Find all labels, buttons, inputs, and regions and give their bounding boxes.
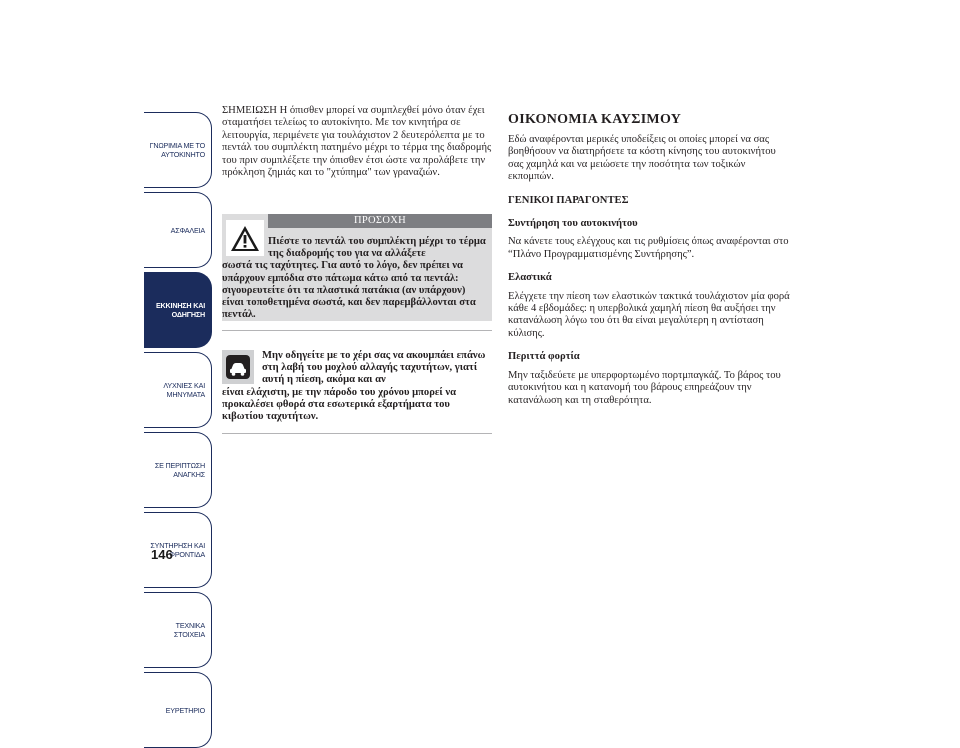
divider (222, 433, 492, 434)
loads-body: Μην ταξιδεύετε με υπερφορτωμένο πορτμπαγκάζ. Το βάρος του αυτοκινήτου και η κατανομή του βάρους επηρεάζουν την κατανάλωση και τη σταθερότητα. (508, 369, 781, 406)
section-title: ΟΙΚΟΝΟΜΙΑ ΚΑΥΣΙΜΟΥ (508, 112, 682, 127)
tab-label: ΣΥΝΤΗΡΗΣΗ ΚΑΙ ΦΡΟΝΤΙΔΑ (150, 541, 205, 559)
tab-label: ΕΥΡΕΤΗΡΙΟ (165, 705, 205, 715)
tab-label: ΣΕ ΠΕΡΙΠΤΩΣΗ ΑΝΑΓΚΗΣ (154, 461, 205, 479)
car-gearbox-icon (222, 350, 254, 384)
tab-safety[interactable] (144, 192, 212, 268)
note-paragraph: ΣΗΜΕΙΩΣΗ Η όπισθεν μπορεί να συμπλεχθεί μόνο όταν έχει σταματήσει τελείως το αυτοκίνητο. Με τον κινητήρα σε λειτουργία, περιμένετε για τουλάχιστον 2 δευτερόλεπτα με το πεντάλ του συμπλέκτη πατημένο μέχρι το τέρμα της διαδρομής του πριν συμπλέξετε την όπισθεν έτσι ώστε να προλάβετε την πρόκληση ζημιάς και το "χτύπημα" των γραναζιών. (222, 105, 492, 179)
tab-emergency[interactable] (144, 432, 212, 508)
tab-getting-to-know[interactable] (144, 112, 212, 188)
fuel-economy-section (508, 112, 790, 407)
gear-lever-info (222, 350, 494, 423)
page-number: 146 (151, 547, 173, 562)
tab-technical-data[interactable] (144, 592, 212, 668)
tyres-heading: Ελαστικά (508, 272, 552, 284)
tab-label: ΤΕΧΝΙΚΑ ΣΤΟΙΧΕΙΑ (173, 621, 205, 639)
tyres-body: Ελέγχετε την πίεση των ελαστικών τακτικά τουλάχιστον μία φορά κάθε 4 εβδομάδες: η υπερβολικά χαμηλή πίεση θα αυξήσει την κατανάλωση λόγω του ότι θα είναι μεγαλύτερη η αντίσταση κύλισης. (508, 290, 790, 339)
warning-text-rest: σωστά τις ταχύτητες. Για αυτό το λόγο, δεν πρέπει να υπάρχουν εμπόδια στο πάτωμα κάτω από τα πεντάλ: σιγουρευτείτε ότι τα πλαστικά πατάκια (αν υπάρχουν) είναι τοποθετημένα σωστά, και δεν παρεμβάλλονται στα πεντάλ. (222, 260, 476, 321)
general-factors-heading: ΓΕΝΙΚΟΙ ΠΑΡΑΓΟΝΤΕΣ (508, 194, 629, 206)
warning-text (222, 236, 488, 321)
loads-heading: Περιττά φορτία (508, 351, 580, 363)
maintenance-body: Να κάνετε τους ελέγχους και τις ρυθμίσεις όπως αναφέρονται στο “Πλάνο Προγραμματισμένης Συντήρησης”. (508, 236, 789, 260)
warning-text-indented: Πιέστε το πεντάλ του συμπλέκτη μέχρι το τέρμα της διαδρομής του για να αλλάξετε (268, 236, 486, 260)
divider (222, 330, 492, 331)
tab-starting-driving[interactable] (144, 272, 212, 348)
info-text-rest: είναι ελάχιστη, με την πάροδο του χρόνου μπορεί να προκαλέσει φθορά στα εσωτερικά εξαρτήματα του κιβωτίου ταχυτήτων. (222, 386, 456, 423)
maintenance-heading: Συντήρηση του αυτοκινήτου (508, 218, 638, 230)
info-text-indented: Μην οδηγείτε με το χέρι σας να ακουμπάει επάνω στη λαβή του μοχλού αλλαγής ταχυτήτων, γιατί αυτή η πίεση, ακόμα και αν (262, 350, 486, 386)
tab-label: ΛΥΧΝΙΕΣ ΚΑΙ ΜΗΝΥΜΑΤΑ (163, 381, 205, 399)
tab-index[interactable] (144, 672, 212, 748)
tab-label: ΑΣΦΑΛΕΙΑ (170, 225, 205, 235)
tab-label: ΕΚΚΙΝΗΣΗ ΚΑΙ ΟΔΗΓΗΣΗ (155, 301, 205, 319)
warning-header: ΠΡΟΣΟΧΗ (268, 214, 492, 228)
tab-label: ΓΝΩΡΙΜΙΑ ΜΕ ΤΟ ΑΥΤΟΚΙΝΗΤΟ (149, 141, 205, 159)
intro-paragraph: Εδώ αναφέρονται μερικές υποδείξεις οι οποίες μπορεί να σας βοηθήσουν να διατηρήσετε τα κόστη κίνησης του αυτοκινήτου σας χαμηλά και να μειώσετε την ποσότητα των τοξικών εκπομπών. (508, 134, 776, 183)
warning-box (222, 214, 492, 321)
tab-warning-lights[interactable] (144, 352, 212, 428)
reverse-gear-note (222, 105, 492, 179)
